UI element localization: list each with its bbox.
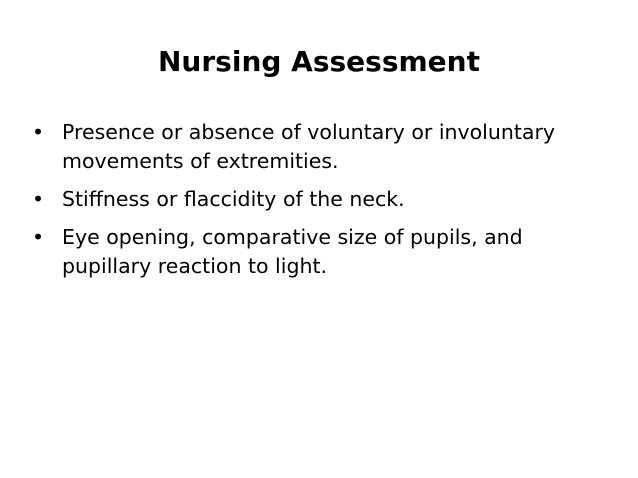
bullet-item [32, 118, 612, 176]
slide-title: Nursing Assessment [158, 45, 480, 78]
bullet-mark: • [32, 120, 45, 144]
bullet-text: Presence or absence of voluntary or involuntary movements of extremities. [62, 120, 556, 173]
bullet-item [32, 185, 612, 214]
bullet-mark: • [32, 225, 45, 249]
bullet-item [32, 223, 612, 281]
bullet-text: Stiffness or flaccidity of the neck. [62, 187, 405, 211]
bullet-text: Eye opening, comparative size of pupils, and pupillary reaction to light. [62, 225, 523, 278]
bullet-mark: • [32, 187, 45, 211]
bullet-list [32, 118, 612, 290]
